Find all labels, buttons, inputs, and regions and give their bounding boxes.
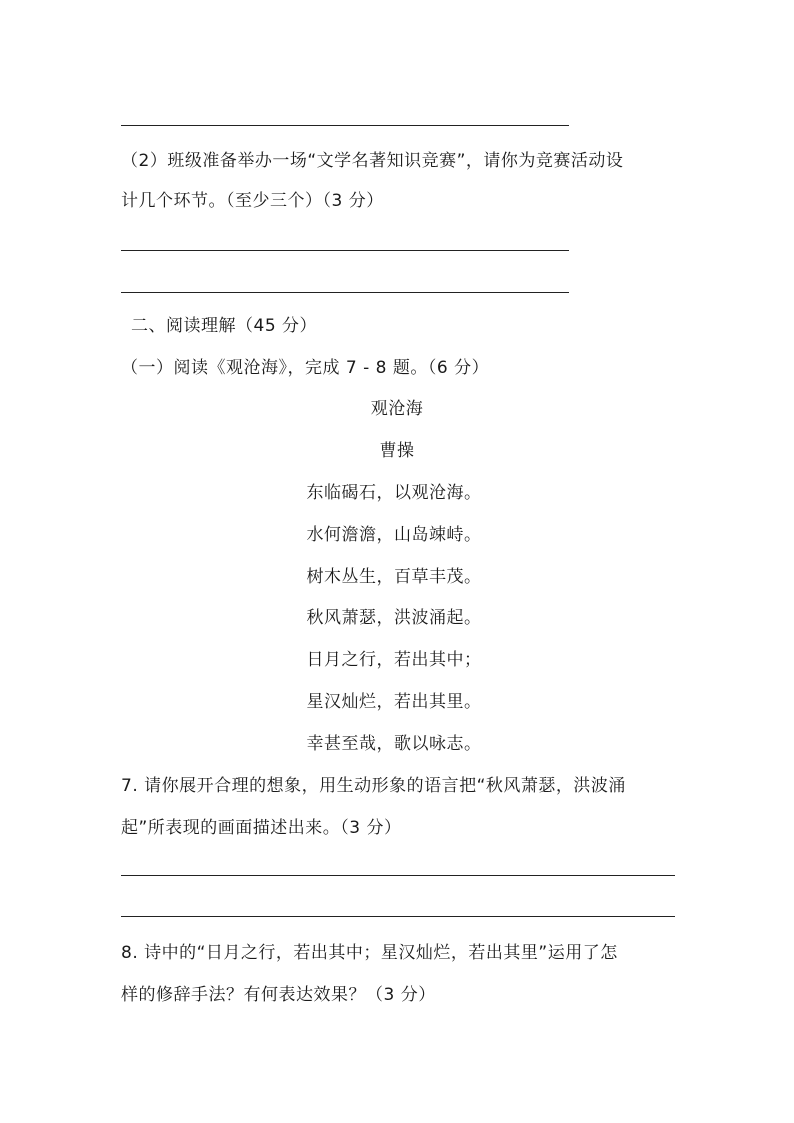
answer-line — [121, 250, 569, 251]
reading-part-intro: （一）阅读《观沧海》，完成 7 - 8 题。（6 分） — [121, 358, 490, 378]
section-heading: 二、阅读理解（45 分） — [131, 316, 318, 336]
question-7-line-1: 7. 请你展开合理的想象，用生动形象的语言把“秋风萧瑟，洪波涌 — [121, 776, 626, 796]
question-8-line-2: 样的修辞手法？有何表达效果？（3 分） — [121, 985, 436, 1005]
poem-line: 树木丛生，百草丰茂。 — [306, 567, 482, 587]
question-2-line-1: （2）班级准备举办一场“文学名著知识竞赛”，请你为竞赛活动设 — [121, 151, 624, 171]
poem-line: 星汉灿烂，若出其里。 — [306, 692, 482, 712]
poem-line: 秋风萧瑟，洪波涌起。 — [306, 608, 482, 628]
question-2-line-2: 计几个环节。（至少三个）（3 分） — [121, 191, 384, 211]
question-7-line-2: 起”所表现的画面描述出来。（3 分） — [121, 818, 402, 838]
poem-line: 水何澹澹，山岛竦峙。 — [306, 525, 482, 545]
poem-author: 曹操 — [379, 441, 415, 461]
answer-line — [121, 125, 569, 126]
poem-line: 日月之行，若出其中； — [306, 650, 482, 670]
question-8-line-1: 8. 诗中的“日月之行，若出其中；星汉灿烂，若出其里”运用了怎 — [121, 943, 618, 963]
answer-line — [121, 292, 569, 293]
poem-line: 东临碣石，以观沧海。 — [306, 483, 482, 503]
poem-title: 观沧海 — [370, 399, 424, 419]
answer-line — [121, 916, 675, 917]
poem-line: 幸甚至哉，歌以咏志。 — [306, 734, 482, 754]
answer-line — [121, 875, 675, 876]
